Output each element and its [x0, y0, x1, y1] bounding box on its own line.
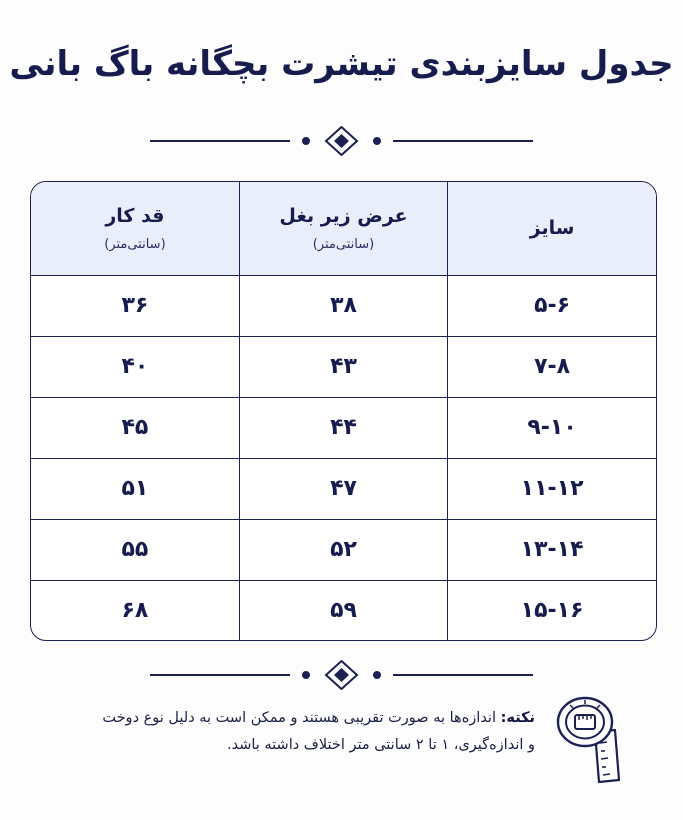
cell-chest-width: ۳۸ — [239, 275, 447, 336]
table-row — [31, 397, 656, 458]
diamond-ornament-icon — [150, 660, 533, 690]
cell-length: ۵۱ — [31, 458, 239, 519]
diamond-ornament-icon — [150, 126, 533, 156]
table-row — [31, 519, 656, 580]
cell-length: ۴۵ — [31, 397, 239, 458]
divider-top — [150, 126, 533, 156]
note-text — [95, 705, 535, 759]
size-table — [30, 181, 657, 641]
cell-size: ۱۱-۱۲ — [448, 458, 656, 519]
cell-size: ۱۵-۱۶ — [448, 580, 656, 641]
cell-length: ۵۵ — [31, 519, 239, 580]
table-header-row — [31, 182, 656, 275]
cell-size: ۹-۱۰ — [448, 397, 656, 458]
table-row — [31, 275, 656, 336]
table-row — [31, 458, 656, 519]
note-body: اندازه‌ها به صورت تقریبی هستند و ممکن است به دلیل نوع دوخت و اندازه‌گیری، ۱ تا ۲ سانتی متر اختلاف داشته باشد. — [102, 710, 535, 753]
table-row — [31, 580, 656, 641]
cell-length: ۳۶ — [31, 275, 239, 336]
cell-size: ۵-۶ — [448, 275, 656, 336]
cell-size: ۱۳-۱۴ — [448, 519, 656, 580]
page-title: جدول سایزبندی تیشرت بچگانه باگ بانی — [9, 44, 674, 84]
cell-size: ۷-۸ — [448, 336, 656, 397]
cell-length: ۶۸ — [31, 580, 239, 641]
note-label: نکته: — [500, 710, 535, 726]
measuring-tape-icon — [555, 688, 629, 786]
cell-chest-width: ۴۷ — [239, 458, 447, 519]
cell-chest-width: ۵۹ — [239, 580, 447, 641]
cell-chest-width: ۵۲ — [239, 519, 447, 580]
cell-chest-width: ۴۳ — [239, 336, 447, 397]
header-size: سایز — [448, 182, 656, 275]
header-length: قد کار (سانتی‌متر) — [31, 182, 239, 275]
cell-chest-width: ۴۴ — [239, 397, 447, 458]
cell-length: ۴۰ — [31, 336, 239, 397]
header-chest-width: عرض زیر بغل (سانتی‌متر) — [239, 182, 447, 275]
table-row — [31, 336, 656, 397]
divider-bottom — [150, 660, 533, 690]
